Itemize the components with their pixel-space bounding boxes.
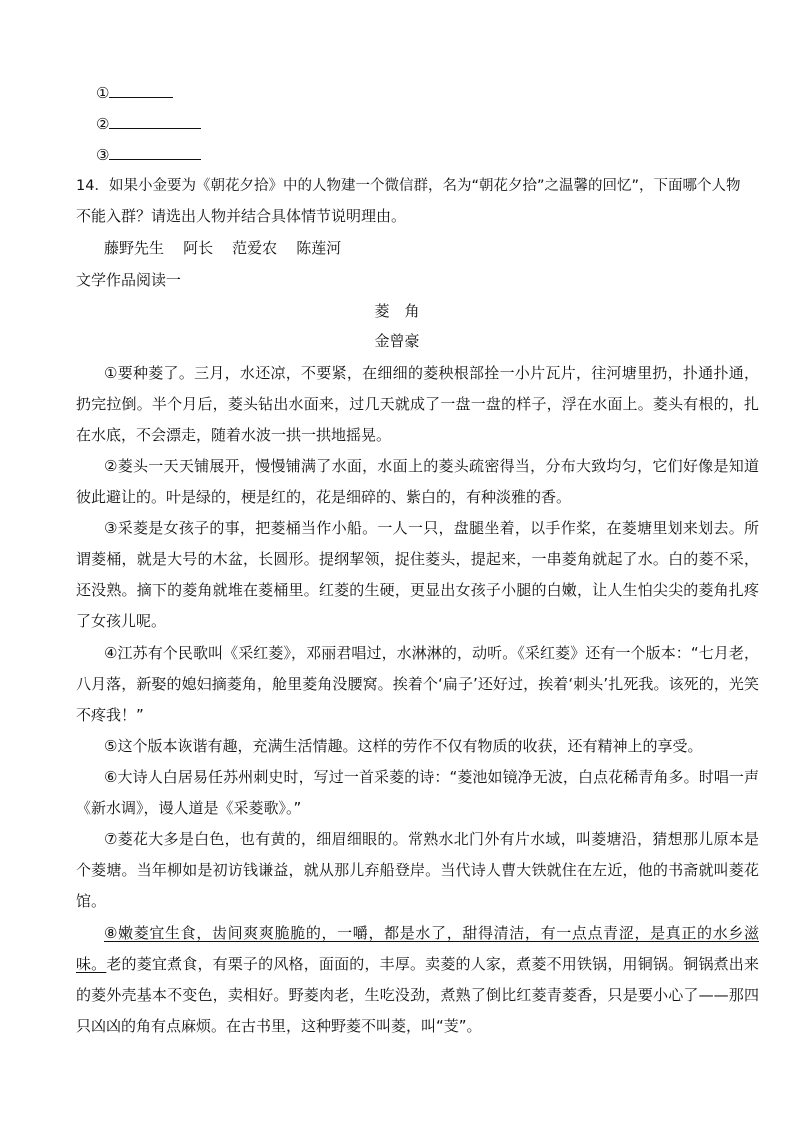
paragraph-8-line-2 bbox=[76, 954, 759, 974]
paragraph-1-line-1: ①要种菱了。三月，水还凉，不要紧，在细细的菱秧根部拴一小片瓦片，往河塘里扔，扑通扑通， bbox=[104, 364, 759, 382]
paragraph-3-line-3: 还没熟。摘下的菱角就堆在菱桶里。红菱的生硬，更显出女孩子小腿的白嫩，让人生怕尖尖的菱角扎疼 bbox=[76, 581, 759, 599]
paragraph-2-line-1: ②菱头一天天铺展开，慢慢铺满了水面，水面上的菱头疏密得当，分布大致均匀，它们好像是知道 bbox=[104, 457, 759, 475]
paragraph-7-line-2: 个菱塘。当年柳如是初访钱谦益，就从那儿弃船登岸。当代诗人曹大铁就住在左近，他的书斋就叫菱花 bbox=[76, 861, 759, 879]
blank-label: ③ bbox=[96, 146, 110, 164]
question-14-options: 藤野先生 阿长 范爱农 陈莲河 bbox=[104, 239, 342, 257]
paragraph-8-line-3: 的菱外壳基本不变色，卖相好。野菱肉老，生吃没劲，煮熟了倒比红菱青菱香，只是要小心了——那四 bbox=[76, 986, 759, 1004]
paragraph-7-line-1: ⑦菱花大多是白色，也有黄的，细眉细眼的。常熟水北门外有片水域，叫菱塘沿，猜想那儿原本是 bbox=[104, 830, 759, 848]
paragraph-3-line-2: 谓菱桶，就是大号的木盆，长圆形。提纲挈领，捉住菱头，提起来，一串菱角就起了水。白的菱不采， bbox=[76, 550, 759, 568]
blank-label: ② bbox=[96, 115, 110, 133]
paragraph-4-line-3: 不疼我！” bbox=[76, 706, 144, 724]
paragraph-3-line-4: 了女孩儿呢。 bbox=[76, 612, 167, 630]
paragraph-8-line-2-rest: 老的菱宜煮食，有栗子的风格，面面的，丰厚。卖菱的人家，煮菱不用铁锅，用铜锅。铜锅煮出来 bbox=[106, 955, 759, 973]
article-author: 金曾豪 bbox=[374, 332, 420, 350]
paragraph-1-line-3: 在水底，不会漂走，随着水波一拱一拱地摇晃。 bbox=[76, 426, 392, 444]
paragraph-2-line-2: 彼此避让的。叶是绿的，梗是红的，花是细碎的、紫白的，有种淡雅的香。 bbox=[76, 488, 572, 506]
answer-blank-2[interactable] bbox=[96, 113, 201, 134]
article-title: 菱 角 bbox=[374, 302, 420, 320]
answer-blank-1[interactable] bbox=[96, 82, 173, 103]
paragraph-6-line-1: ⑥大诗人白居易任苏州刺史时，写过一首采菱的诗：“菱池如镜净无波，白点花稀青角多。时唱一声 bbox=[104, 768, 759, 786]
paragraph-4-line-1: ④江苏有个民歌叫《采红菱》，邓丽君唱过，水淋淋的，动听。《采红菱》还有一个版本：“七月老， bbox=[104, 644, 759, 662]
paragraph-4-line-2: 八月落，新娶的媳妇摘菱角，舱里菱角没腰窝。挨着个‘扁子’还好过，挨着‘刺头’扎死我。该死的，光笑 bbox=[76, 675, 759, 693]
section-heading: 文学作品阅读一 bbox=[76, 271, 182, 289]
question-14-line-1: 14．如果小金要为《朝花夕拾》中的人物建一个微信群，名为“朝花夕拾”之温馨的回忆”，下面哪个人物 bbox=[76, 178, 741, 194]
paragraph-7-line-3: 馆。 bbox=[76, 892, 107, 910]
answer-blank-3[interactable] bbox=[96, 144, 201, 165]
question-14-line-2: 不能入群？请选出人物并结合具体情节说明理由。 bbox=[76, 207, 407, 225]
paragraph-8-line-4: 只凶凶的角有点麻烦。在古书里，这种野菱不叫菱，叫“芰”。 bbox=[76, 1017, 482, 1035]
paragraph-6-line-2: 《新水调》，谩人道是《采菱歌》。” bbox=[76, 799, 302, 817]
blank-label: ① bbox=[96, 84, 110, 102]
paragraph-5-line-1: ⑤这个版本诙谐有趣，充满生活情趣。这样的劳作不仅有物质的收获，还有精神上的享受。 bbox=[104, 737, 703, 755]
paragraph-8-underlined-end: 味。 bbox=[76, 955, 107, 973]
paragraph-8-underlined-line-1: ⑧嫩菱宜生食，齿间爽爽脆脆的，一嚼，都是水了，甜得清洁，有一点点青涩，是真正的水乡滋 bbox=[104, 924, 759, 942]
paragraph-1-line-2: 扔完拉倒。半个月后，菱头钻出水面来，过几天就成了一盘一盘的样子，浮在水面上。菱头有根的，扎 bbox=[76, 395, 759, 413]
paragraph-3-line-1: ③采菱是女孩子的事，把菱桶当作小船。一人一只，盘腿坐着，以手作桨，在菱塘里划来划去。所 bbox=[104, 519, 759, 537]
